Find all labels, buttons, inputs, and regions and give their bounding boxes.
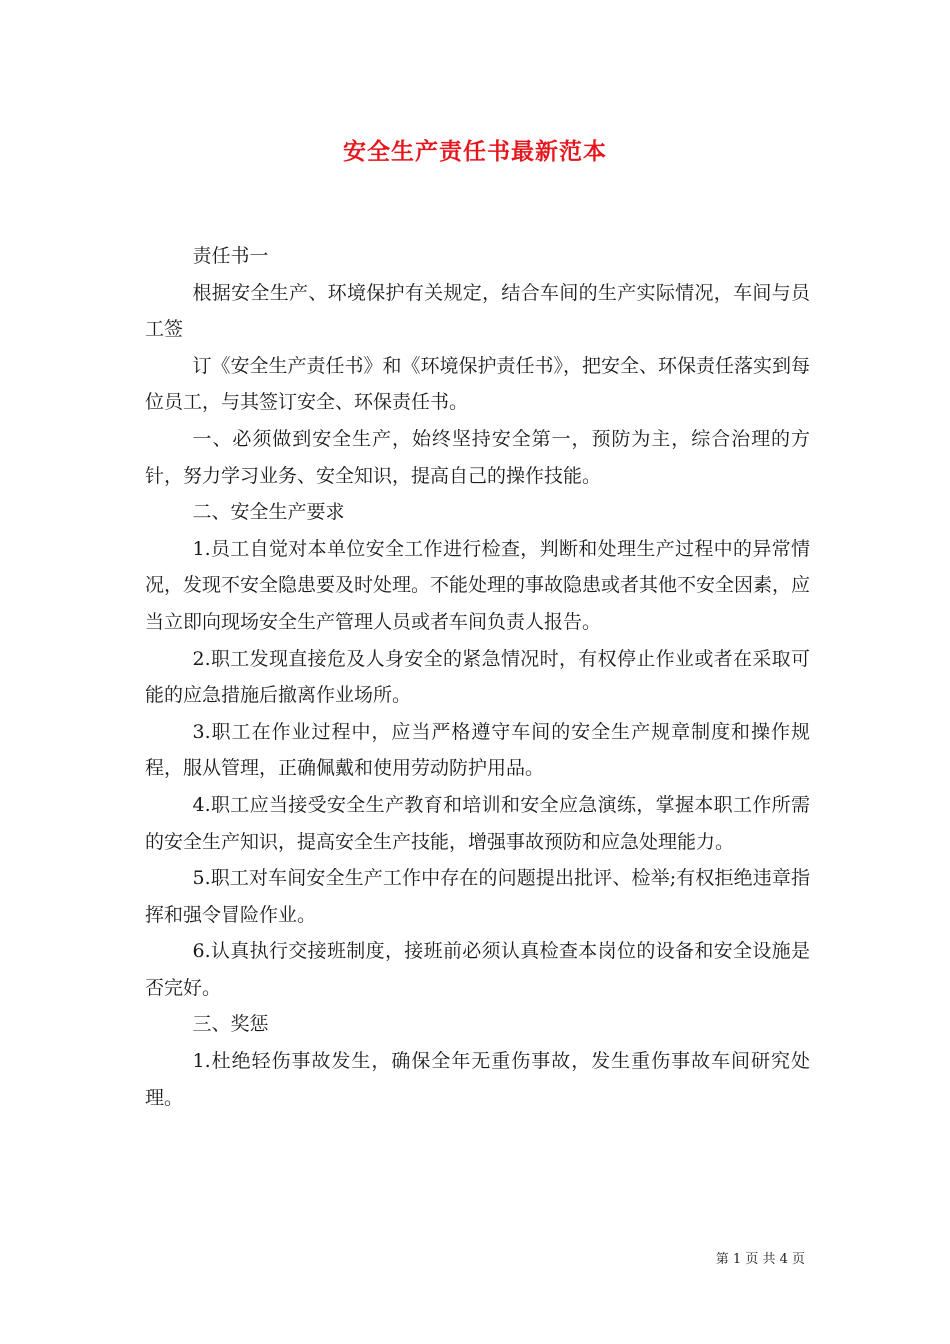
paragraph: 6.认真执行交接班制度，接班前必须认真检查本岗位的设备和安全设施是否完好。 — [145, 940, 810, 999]
paragraph: 责任书一 — [192, 245, 269, 267]
paragraph: 订《安全生产责任书》和《环境保护责任书》，把安全、环保责任落实到每位员工，与其签订安全、环保责任书。 — [145, 354, 811, 414]
paragraph: 4.职工应当接受安全生产教育和培训和安全应急演练，掌握本职工作所需的安全生产知识，提高安全生产技能，增强事故预防和应急处理能力。 — [145, 793, 810, 853]
paragraph: 1.杜绝轻伤事故发生，确保全年无重伤事故，发生重伤事故车间研究处理。 — [145, 1050, 810, 1109]
document-body — [145, 238, 810, 1116]
page-number: 第 1 页 共 4 页 — [715, 1252, 805, 1267]
section-heading: 二、安全生产要求 — [192, 501, 345, 524]
document-title: 安全生产责任书最新范本 — [343, 139, 607, 165]
paragraph: 1.员工自觉对本单位安全工作进行检查，判断和处理生产过程中的异常情况，发现不安全隐患要及时处理。不能处理的事故隐患或者其他不安全因素，应当立即向现场安全生产管理人员或者车间负责人报告。 — [145, 537, 811, 633]
paragraph: 2.职工发现直接危及人身安全的紧急情况时，有权停止作业或者在采取可能的应急措施后撤离作业场所。 — [145, 647, 810, 707]
paragraph: 根据安全生产、环境保护有关规定，结合车间的生产实际情况，车间与员工签 — [145, 281, 810, 341]
paragraph: 3.职工在作业过程中，应当严格遵守车间的安全生产规章制度和操作规程，服从管理，正确佩戴和使用劳动防护用品。 — [145, 720, 810, 780]
paragraph: 一、必须做到安全生产，始终坚持安全第一，预防为主，综合治理的方针，努力学习业务、安全知识，提高自己的操作技能。 — [145, 427, 810, 487]
paragraph: 5.职工对车间安全生产工作中存在的问题提出批评、检举;有权拒绝违章指挥和强令冒险作业。 — [145, 867, 810, 926]
section-heading: 三、奖惩 — [192, 1013, 269, 1036]
